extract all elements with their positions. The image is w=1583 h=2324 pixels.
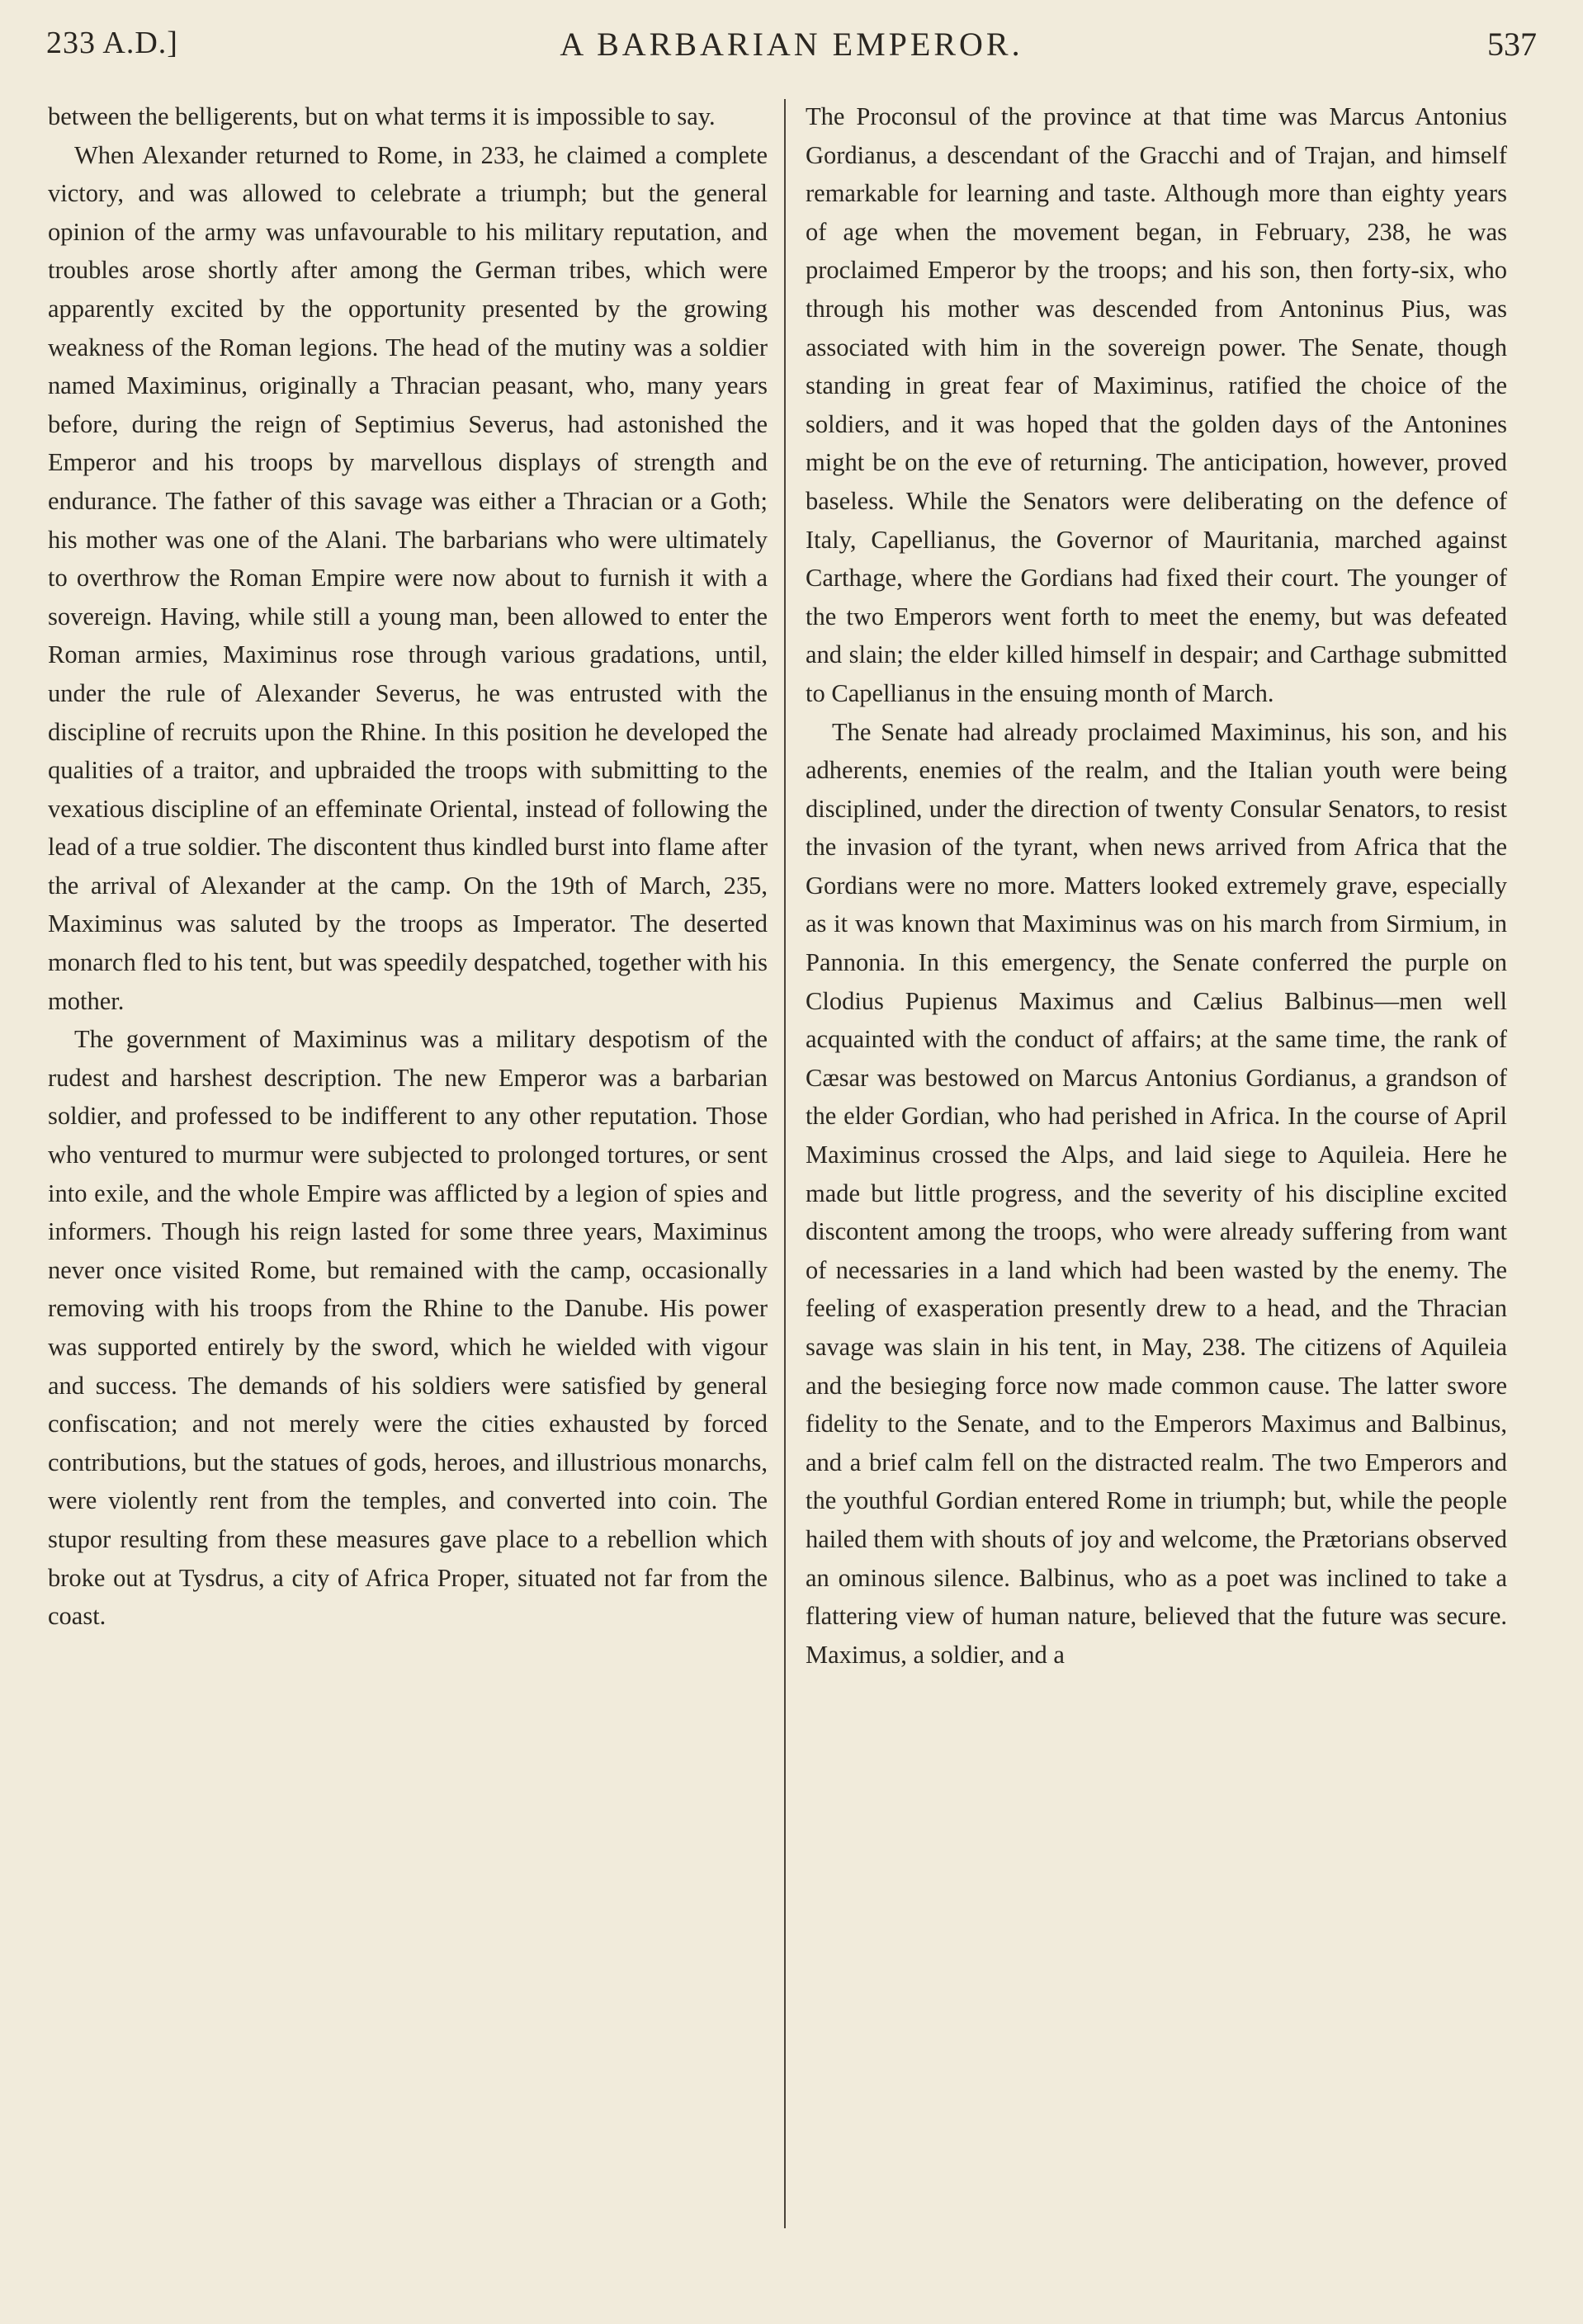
right-column	[806, 97, 1507, 2260]
right-paragraph-1: The Proconsul of the province at that time was Marcus Antonius Gordianus, a descendant of the Gracchi and of Trajan, and himself remarkable for learning and taste. Although more than eighty years of age when the movement began, in February, 238, he was proclaimed Emperor by the troops; and his son, then forty-six, who through his mother was descended from Antoninus Pius, was associated with him in the sovereign power. The Senate, though standing in great fear of Maximinus, ratified the choice of the soldiers, and it was hoped that the golden days of the Antonines might be on the eve of returning. The anticipation, however, proved baseless. While the Senators were deliberating on the defence of Italy, Capellianus, the Governor of Mauritania, marched against Carthage, where the Gordians had fixed their court. The younger of the two Emperors went forth to meet the enemy, but was defeated and slain; the elder killed himself in despair; and Carthage submitted to Capellianus in the ensuing month of March.	[806, 102, 1507, 707]
left-column	[48, 97, 768, 2260]
header-title: A BARBARIAN EMPEROR.	[560, 26, 1023, 63]
left-paragraph-1: between the belligerents, but on what terms it is impossible to say.	[48, 102, 716, 130]
page-number: 537	[1487, 26, 1537, 63]
right-paragraph-2: The Senate had already proclaimed Maximinus, his son, and his adherents, enemies of the realm, and the Italian youth were being disciplined, under the direction of twenty Consular Senators, to resist the invasion of the tyrant, when news arrived from Africa that the Gordians were no more. Matters looked extremely grave, especially as it was known that Maximinus was on his march from Sirmium, in Pannonia. In this emergency, the Senate conferred the purple on Clodius Pupienus Maximus and Cælius Balbinus—men well acquainted with the conduct of affairs; at the same time, the rank of Cæsar was bestowed on Marcus Antonius Gordianus, a grandson of the elder Gordian, who had perished in Africa. In the course of April Maximinus crossed the Alps, and laid siege to Aquileia. Here he made but little progress, and the severity of his discipline excited discontent among the troops, who were already suffering from want of necessaries in a land which had been wasted by the enemy. The feeling of exasperation presently drew to a head, and the Thracian savage was slain in his tent, in May, 238. The citizens of Aquileia and the besieging force now made common cause. The latter swore fidelity to the Senate, and to the Emperors Maximus and Balbinus, and a brief calm fell on the distracted realm. The two Emperors and the youthful Gordian entered Rome in triumph; but, while the people hailed them with shouts of joy and welcome, the Prætorians observed an ominous silence. Balbinus, who as a poet was inclined to take a flattering view of human nature, believed that the future was secure. Maximus, a soldier, and a	[806, 717, 1507, 1669]
left-paragraph-2: When Alexander returned to Rome, in 233, he claimed a complete victory, and was allowed to celebrate a triumph; but the general opinion of the army was unfavourable to his military reputation, and troubles arose shortly after among the German tribes, which were apparently excited by the opportunity presented by the growing weakness of the Roman legions. The head of the mutiny was a soldier named Maximinus, originally a Thracian peasant, who, many years before, during the reign of Septimius Severus, had astonished the Emperor and his troops by marvellous displays of strength and endurance. The father of this savage was either a Thracian or a Goth; his mother was one of the Alani. The barbarians who were ultimately to overthrow the Roman Empire were now about to furnish it with a sovereign. Having, while still a young man, been allowed to enter the Roman armies, Maximinus rose through various gradations, until, under the rule of Alexander Severus, he was entrusted with the discipline of recruits upon the Rhine. In this position he developed the qualities of a traitor, and upbraided the troops with submitting to the vexatious discipline of an effeminate Oriental, instead of following the lead of a true soldier. The discontent thus kindled burst into flame after the arrival of Alexander at the camp. On the 19th of March, 235, Maximinus was saluted by the troops as Imperator. The deserted monarch fled to his tent, but was speedily despatched, together with his mother.	[48, 140, 768, 1015]
running-header	[46, 18, 1537, 76]
column-divider	[784, 99, 786, 2228]
left-paragraph-3: The government of Maximinus was a military despotism of the rudest and harshest description. The new Emperor was a barbarian soldier, and professed to be indifferent to any other reputation. Those who ventured to murmur were subjected to prolonged tortures, or sent into exile, and the whole Empire was afflicted by a legion of spies and informers. Though his reign lasted for some three years, Maximinus never once visited Rome, but remained with the camp, occasionally removing with his troops from the Rhine to the Danube. His power was supported entirely by the sword, which he wielded with vigour and success. The demands of his soldiers were satisfied by general confiscation; and not merely were the cities exhausted by forced contributions, but the statues of gods, heroes, and illustrious monarchs, were violently rent from the temples, and converted into coin. The stupor resulting from these measures gave place to a rebellion which broke out at Tysdrus, a city of Africa Proper, situated not far from the coast.	[48, 1025, 768, 1631]
header-date: 233 A.D.]	[46, 26, 178, 60]
